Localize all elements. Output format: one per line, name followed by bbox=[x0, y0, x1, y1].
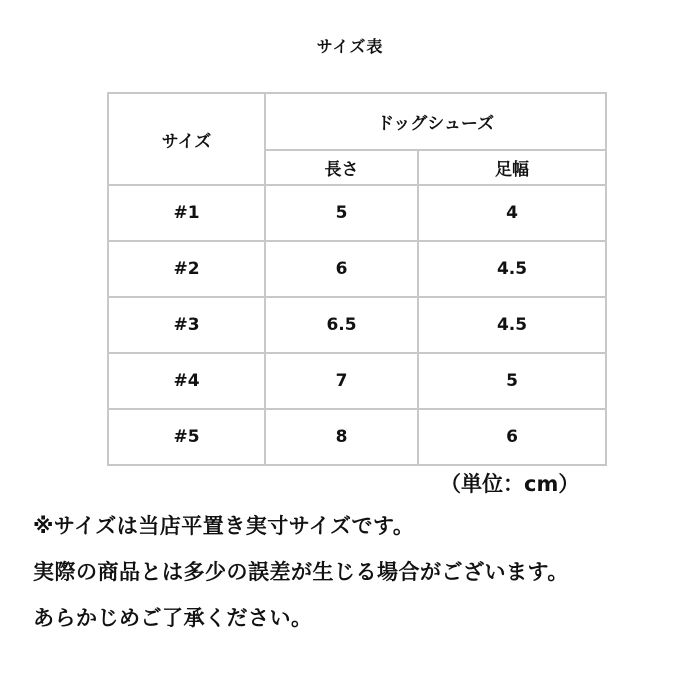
width-cell: 5 bbox=[418, 353, 606, 409]
note-line: ※サイズは当店平置き実寸サイズです。 bbox=[33, 514, 415, 538]
unit-note: （単位：cm） bbox=[440, 472, 580, 496]
table-row bbox=[108, 297, 606, 353]
length-cell: 6 bbox=[265, 241, 418, 297]
table-row bbox=[108, 353, 606, 409]
table-row bbox=[108, 409, 606, 465]
size-cell: #2 bbox=[108, 241, 265, 297]
size-header: サイズ bbox=[108, 93, 265, 185]
length-cell: 6.5 bbox=[265, 297, 418, 353]
table-row bbox=[108, 241, 606, 297]
length-cell: 5 bbox=[265, 185, 418, 241]
note-line: 実際の商品とは多少の誤差が生じる場合がございます。 bbox=[33, 560, 569, 584]
length-cell: 7 bbox=[265, 353, 418, 409]
size-table bbox=[107, 92, 607, 466]
page-title: サイズ表 bbox=[316, 37, 384, 56]
width-header: 足幅 bbox=[418, 150, 606, 185]
note-line: あらかじめご了承ください。 bbox=[33, 606, 313, 630]
size-cell: #4 bbox=[108, 353, 265, 409]
size-cell: #3 bbox=[108, 297, 265, 353]
table-header-row bbox=[108, 93, 606, 150]
width-cell: 4.5 bbox=[418, 241, 606, 297]
width-cell: 4.5 bbox=[418, 297, 606, 353]
width-cell: 6 bbox=[418, 409, 606, 465]
dog-shoes-header: ドッグシューズ bbox=[265, 93, 606, 150]
size-cell: #1 bbox=[108, 185, 265, 241]
width-cell: 4 bbox=[418, 185, 606, 241]
size-cell: #5 bbox=[108, 409, 265, 465]
length-cell: 8 bbox=[265, 409, 418, 465]
length-header: 長さ bbox=[265, 150, 418, 185]
table-row bbox=[108, 185, 606, 241]
